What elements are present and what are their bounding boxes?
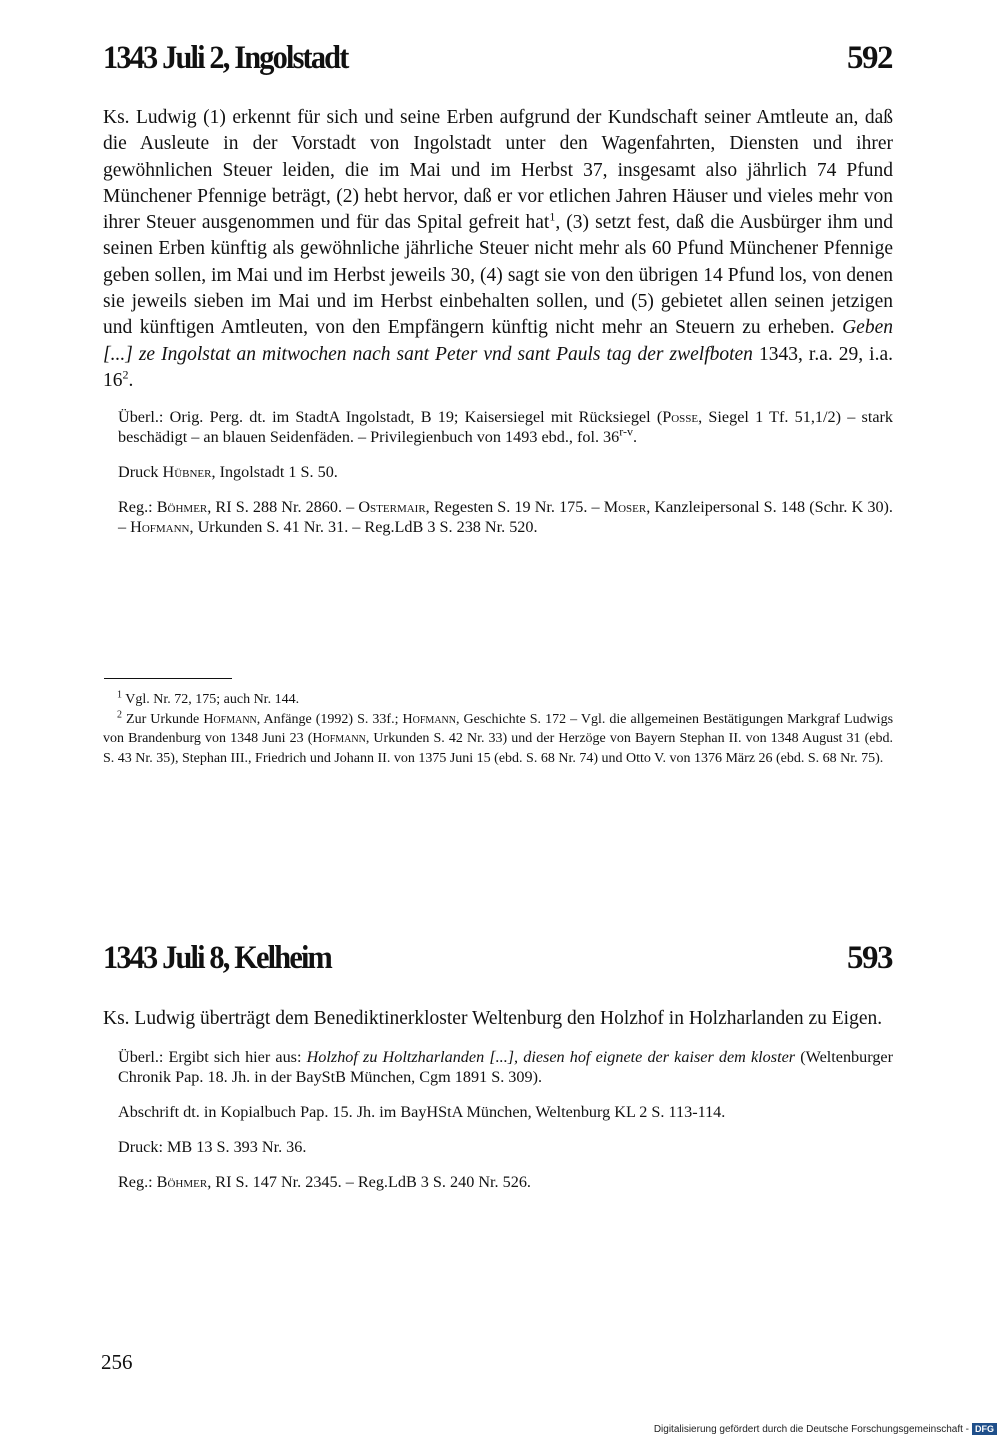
entry-header — [103, 940, 893, 980]
source-quote: Holzhof zu Holtzharlanden [...], diesen hof eignete der kaiser dem kloster — [306, 1048, 796, 1067]
copy-note: Abschrift dt. in Kopialbuch Pap. 15. Jh. im BayHStA München, Weltenburg KL 2 S. 113-114. — [118, 1103, 726, 1122]
dating-quote: Geben [...] ze Ingolstat an mitwochen nach sant Peter vnd sant Pauls tag der zwelfboten — [103, 317, 893, 365]
author-name: Moser — [603, 498, 647, 517]
summary-text: , (3) setzt fest, daß die Ausbürger ihm und seinen Erben künftig als gewöhnliche jährliche Steuer nicht mehr als 60 Pfund Münchener Pfennige geben sollen, im Mai und im Herbst jeweils 30, (4) sagt sie von den übrigen 14 Pfund los, von denen sie jeweils sieben im Mai und im Herbst einbehalten sollen, und (5) gebietet allen seinen jetzigen und künftigen Amtleuten, von den Empfängern künftig nicht mehr an Steuern zu erheben. — [103, 212, 893, 339]
tradition-note: Überl.: Orig. Perg. dt. im StadtA Ingolstadt, B 19; Kaisersiegel mit Rücksiegel (Posse, Siegel 1 Tf. 51,1/2) – stark beschädigt – an blauen Seidenfäden. – Privilegienbuch von 1493 ebd., fol. 36$^{r-v}$. — [118, 408, 893, 447]
author-name: Hofmann — [203, 711, 257, 727]
summary-text: Ks. Ludwig (1) erkennt für sich und seine Erben aufgrund der Kundschaft seiner Amtleute an, daß die Ausleute in der Vorstadt von Ingolstadt unter den Wagenfahrten, Diensten und ihrer gewöhnlichen Steuer leiden, die im Mai und im Herbst 37, insgesamt also jährlich 74 Pfund Münchener Pfennige beträgt, (2) hebt hervor, daß er vor etlichen Jahren Häuser und vieles mehr von ihrer Steuer ausgenommen und für das Spital gefreit hat — [103, 107, 893, 234]
footnote-ref[interactable]: 2 — [122, 367, 129, 382]
entry-header — [103, 40, 893, 80]
entry-date-place: 1343 Juli 8, Kelheim — [103, 940, 332, 976]
author-name: Böhmer — [156, 1173, 208, 1192]
date-clause: 1343, r.a. 29, i.a. 16 — [103, 343, 894, 391]
entry-number: 593 — [847, 940, 892, 976]
funding-credit — [654, 1423, 997, 1435]
author-name: Hofmann — [312, 731, 366, 747]
entry-592 — [103, 40, 893, 537]
entry-number: 592 — [847, 40, 892, 76]
print-note: Druck Hübner, Ingolstadt 1 S. 50. — [118, 463, 338, 482]
author-name: Böhmer — [156, 498, 208, 517]
entry-593 — [103, 940, 893, 1192]
footnotes — [103, 690, 893, 769]
regesta-note: Reg.: Böhmer, RI S. 147 Nr. 2345. – Reg.LdB 3 S. 240 Nr. 526. — [118, 1173, 531, 1192]
author-name: Hofmann — [130, 518, 190, 537]
page-number: 256 — [101, 1350, 133, 1374]
author-name: Ostermair — [358, 498, 426, 517]
entry-summary: Ks. Ludwig (1) erkennt für sich und seine Erben aufgrund der Kundschaft seiner Amtleute an, daß die Ausleute in der Vorstadt von Ingolstadt unter den Wagenfahrten, Diensten und ihrer gewöhnlichen Steuer leiden, die im Mai und im Herbst 37, insgesamt also jährlich 74 Pfund Münchener Pfennige beträgt, (2) hebt hervor, daß er vor etlichen Jahren Häuser und vieles mehr von ihrer Steuer ausgenommen und für das Spital gefreit hat$^1$, (3) setzt fest, daß die Ausbürger ihm und seinen Erben künftig als gewöhnliche jährliche Steuer nicht mehr als 60 Pfund Münchener Pfennige geben sollen, im Mai und im Herbst jeweils 30, (4) sagt sie von den übrigen 14 Pfund los, von denen sie jeweils sieben im Mai und im Herbst einbehalten sollen, und (5) gebietet allen seinen jetzigen und künftigen Amtleuten, von den Empfängern künftig nicht mehr an Steuern zu erheben. Geben [...] ze Ingolstat an mitwochen nach sant Peter vnd sant Pauls tag der zwelfboten 1343, r.a. 29, i.a. $16^2$. — [103, 107, 894, 391]
author-name: Hofmann — [402, 711, 456, 727]
footnote-1: $^1$ Vgl. Nr. 72, 175; auch Nr. 144. — [117, 689, 300, 707]
dfg-logo: DFG — [972, 1423, 997, 1435]
regesta-note: Reg.: Böhmer, RI S. 288 Nr. 2860. – Ostermair, Regesten S. 19 Nr. 175. – Moser, Kanzleipersonal S. 148 (Schr. K 30). – Hofmann, Urkunden S. 41 Nr. 31. – Reg.LdB 3 S. 238 Nr. 520. — [118, 498, 893, 537]
footnote-ref[interactable]: 1 — [549, 209, 556, 224]
print-note: Druck: MB 13 S. 393 Nr. 36. — [118, 1138, 307, 1157]
author-name: Posse — [662, 408, 699, 427]
author-name: Hübner — [162, 463, 212, 482]
footnote-divider — [104, 678, 232, 679]
tradition-note: Überl.: Ergibt sich hier aus: Holzhof zu Holtzharlanden [...], diesen hof eignete der kaiser dem kloster (Weltenburger Chronik Pap. 18. Jh. in der BayStB München, Cgm 1891 S. 309). — [118, 1048, 893, 1087]
credit-text: Digitalisierung gefördert durch die Deutsche Forschungsgemeinschaft - — [653, 1423, 969, 1435]
entry-summary: Ks. Ludwig überträgt dem Benediktinerkloster Weltenburg den Holzhof in Holzharlanden zu Eigen. — [103, 1008, 883, 1029]
footnote-2: $^2$ Zur Urkunde Hofmann, Anfänge (1992) S. 33f.; Hofmann, Geschichte S. 172 – Vgl. die allgemeinen Bestätigungen Markgraf Ludwigs von Brandenburg von 1348 Juni 23 (Hofmann, Urkunden S. 42 Nr. 33) und der Herzöge von Bayern Stephan II. von 1348 August 31 (ebd. S. 43 Nr. 35), Stephan III., Friedrich und Johann II. von 1375 Juni 15 (ebd. S. 68 Nr. 74) und Otto V. von 1376 März 26 (ebd. S. 68 Nr. 75). — [103, 709, 894, 767]
entry-date-place: 1343 Juli 2, Ingolstadt — [103, 40, 348, 76]
